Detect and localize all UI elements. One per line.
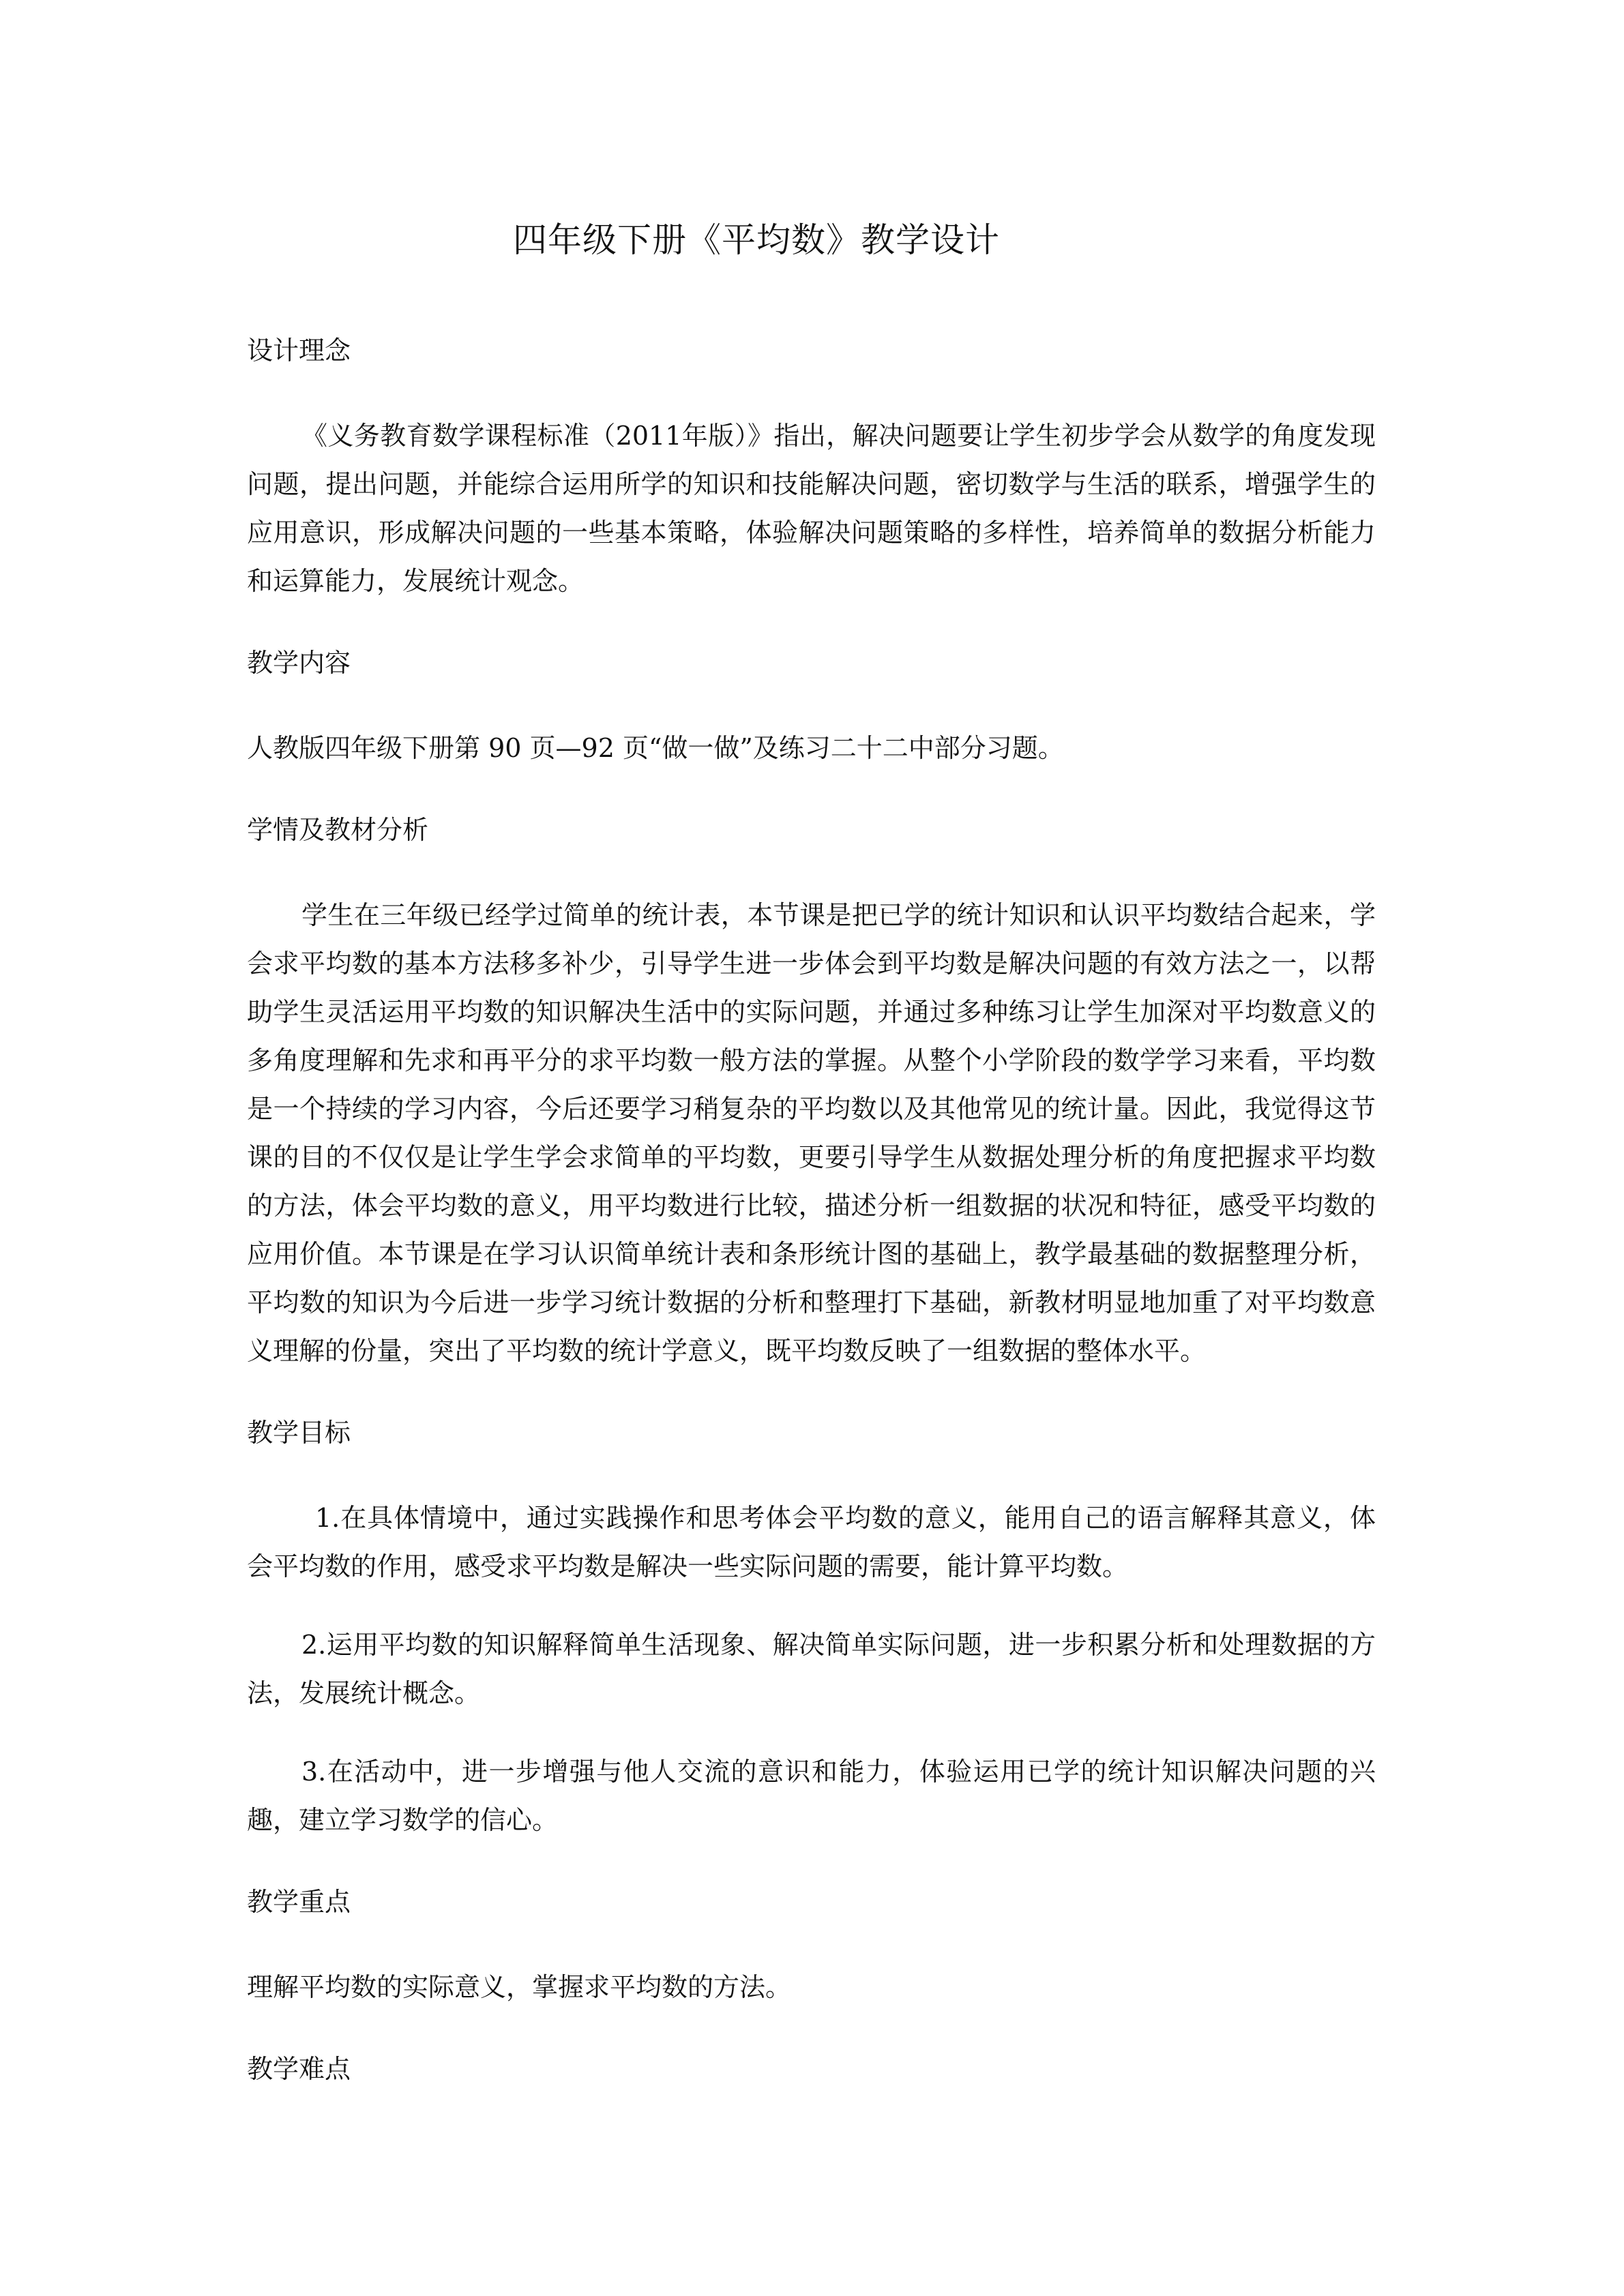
section-paragraph: 人教版四年级下册第 90 页—92 页“做一做”及练习二十二中部分习题。 — [247, 733, 1064, 763]
section-teaching-goals — [247, 1405, 1376, 1845]
section-heading: 教学难点 — [247, 2054, 351, 2084]
goal-paragraph: 1.在具体情境中，通过实践操作和思考体会平均数的意义，能用自己的语言解释其意义，体会平均数的作用，感受求平均数是解决一些实际问题的需要，能计算平均数。 — [247, 1503, 1376, 1581]
section-paragraph: 理解平均数的实际意义，掌握求平均数的方法。 — [247, 1972, 792, 2002]
section-teaching-content — [247, 636, 1376, 773]
section-paragraph: 《义务教育数学课程标准（2011年版）》指出，解决问题要让学生初步学会从数学的角度发现问题，提出问题，并能综合运用所学的知识和技能解决问题，密切数学与生活的联系，增强学生的应用意识，形成解决问题的一些基本策略，体验解决问题策略的多样性，培养简单的数据分析能力和运算能力，发展统计观念。 — [247, 421, 1376, 596]
section-analysis — [247, 803, 1376, 1375]
section-design-philosophy — [247, 323, 1376, 606]
document-title: 四年级下册《平均数》教学设计 — [513, 220, 1000, 260]
section-heading: 学情及教材分析 — [247, 815, 429, 845]
section-key-points — [247, 1875, 1376, 2012]
section-heading: 教学目标 — [247, 1418, 351, 1448]
goal-paragraph: 2.运用平均数的知识解释简单生活现象、解决简单实际问题，进一步积累分析和处理数据的方法，发展统计概念。 — [247, 1630, 1376, 1708]
goal-paragraph: 3.在活动中，进一步增强与他人交流的意识和能力，体验运用已学的统计知识解决问题的兴趣，建立学习数学的信心。 — [247, 1757, 1376, 1835]
section-heading: 教学内容 — [247, 648, 351, 678]
section-heading: 教学重点 — [247, 1887, 351, 1917]
document-body — [247, 205, 1376, 2130]
section-paragraph: 学生在三年级已经学过简单的统计表，本节课是把已学的统计知识和认识平均数结合起来，学会求平均数的基本方法移多补少，引导学生进一步体会到平均数是解决问题的有效方法之一，以帮助学生灵活运用平均数的知识解决生活中的实际问题，并通过多种练习让学生加深对平均数意义的多角度理解和先求和再平分的求平均数一般方法的掌握。从整个小学阶段的数学学习来看，平均数是一个持续的学习内容，今后还要学习稍复杂的平均数以及其他常见的统计量。因此，我觉得这节课的目的不仅仅是让学生学会求简单的平均数，更要引导学生从数据处理分析的角度把握求平均数的方法，体会平均数的意义，用平均数进行比较，描述分析一组数据的状况和特征，感受平均数的应用价值。本节课是在学习认识简单统计表和条形统计图的基础上，教学最基础的数据整理分析，平均数的知识为今后进一步学习统计数据的分析和整理打下基础，新教材明显地加重了对平均数意义理解的份量，突出了平均数的统计学意义，既平均数反映了一组数据的整体水平。 — [247, 900, 1376, 1366]
section-heading: 设计理念 — [247, 336, 351, 366]
section-difficult-points — [247, 2042, 1376, 2096]
